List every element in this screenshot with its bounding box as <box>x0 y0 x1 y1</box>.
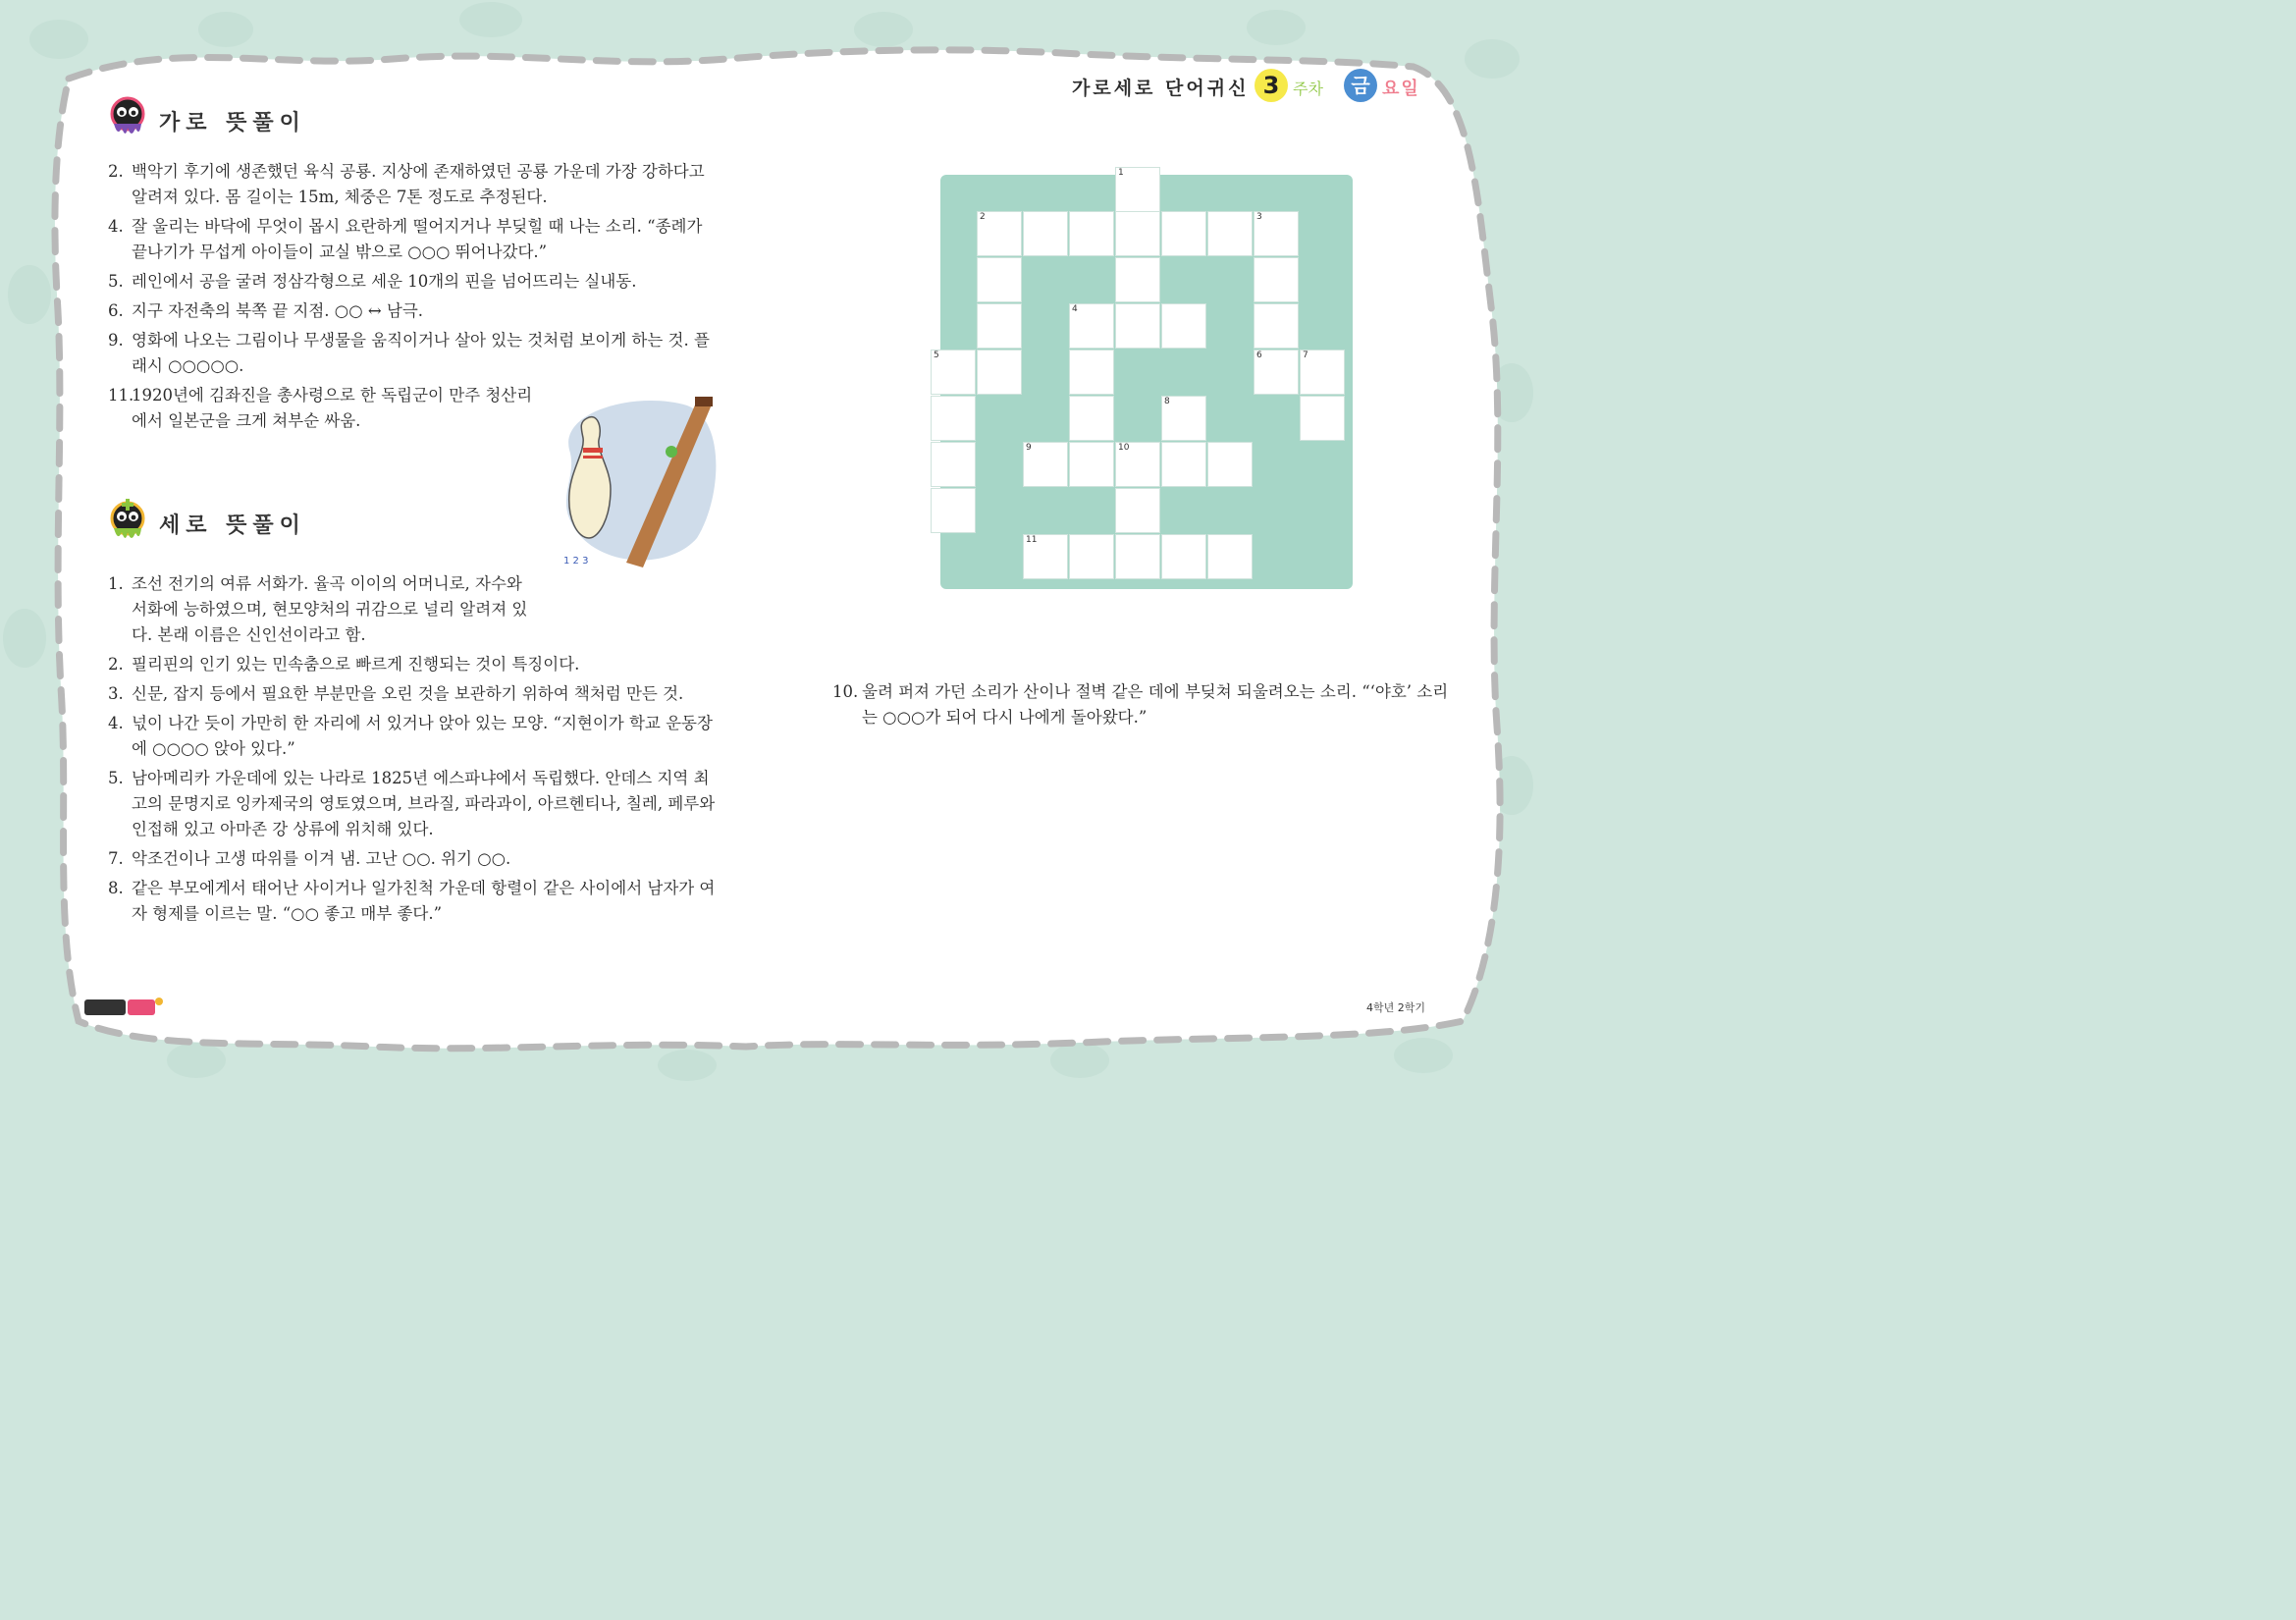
crossword-cell[interactable]: 5 <box>931 350 976 395</box>
crossword-cell[interactable] <box>1023 211 1068 256</box>
day-label: 요일 <box>1382 79 1420 99</box>
crossword-cell[interactable] <box>1207 534 1253 579</box>
crossword-cell[interactable]: 6 <box>1254 350 1299 395</box>
page-grade-label: 4학년 2학기 <box>1366 1001 1425 1014</box>
crossword-cell[interactable] <box>931 488 976 533</box>
crossword-cell[interactable] <box>1161 303 1206 349</box>
down-clue: 1. 조선 전기의 여류 서화가. 율곡 이이의 어머니로, 자수와 서화에 능하였으며, 현모양처의 귀감으로 널리 알려져 있다. 본래 이름은 신인선이라고 함. <box>108 574 528 644</box>
header-title: 가로세로 단어귀신 <box>1072 78 1250 99</box>
crossword-cell[interactable]: 9 <box>1023 442 1068 487</box>
day-badge: 금 <box>1344 69 1377 102</box>
across-clue: 11. 1920년에 김좌진을 총사령으로 한 독립군이 만주 청산리에서 일본군을 크게 쳐부순 싸움. <box>108 386 533 430</box>
across-clue: 2. 백악기 후기에 생존했던 육식 공룡. 지상에 존재하였던 공룡 가운데 가장 강하다고 알려져 있다. 몸 길이는 15m, 체중은 7톤 정도로 추정된다. <box>108 162 705 206</box>
svg-text:1 2 3: 1 2 3 <box>563 556 589 567</box>
crossword-cell[interactable] <box>1254 257 1299 302</box>
crossword-cell[interactable]: 1 <box>1115 167 1160 212</box>
crossword-cell[interactable] <box>1069 442 1114 487</box>
down-clue-list <box>108 571 717 931</box>
crossword-cell[interactable] <box>1161 534 1206 579</box>
crossword-cell[interactable] <box>1161 211 1206 256</box>
crossword-cell[interactable] <box>1300 396 1345 441</box>
crossword-cell[interactable]: 10 <box>1115 442 1160 487</box>
crossword-cell[interactable] <box>1069 396 1114 441</box>
crossword-cell[interactable] <box>1115 488 1160 533</box>
header-tag <box>1072 65 1445 108</box>
crossword-cell[interactable] <box>1207 211 1253 256</box>
crossword-cell[interactable] <box>1207 442 1253 487</box>
crossword-cell[interactable] <box>977 350 1022 395</box>
week-label: 주차 <box>1293 80 1323 98</box>
crossword-cell[interactable] <box>1115 303 1160 349</box>
crossword-cell[interactable] <box>1254 303 1299 349</box>
ghost-mascot-icon <box>104 94 151 141</box>
crossword-cell[interactable]: 8 <box>1161 396 1206 441</box>
crossword-cell[interactable] <box>931 442 976 487</box>
week-number-badge: 3 <box>1255 69 1288 102</box>
crossword-cell[interactable]: 3 <box>1254 211 1299 256</box>
crossword-cell[interactable]: 4 <box>1069 303 1114 349</box>
across-clue-10 <box>832 679 1451 734</box>
crossword-cell[interactable]: 2 <box>977 211 1022 256</box>
crossword-cell[interactable]: 7 <box>1300 350 1345 395</box>
crossword-cell[interactable] <box>977 303 1022 349</box>
down-clue: 7. 악조건이나 고생 따위를 이겨 냄. 고난 ○○. 위기 ○○. <box>108 849 511 868</box>
across-clue: 9. 영화에 나오는 그림이나 무생물을 움직이거나 살아 있는 것처럼 보이게 하는 것. 플래시 ○○○○○. <box>108 331 710 375</box>
across-clue: 4. 잘 울리는 바닥에 무엇이 몹시 요란하게 떨어지거나 부딪힐 때 나는 소리. “종례가 끝나기가 무섭게 아이들이 교실 밖으로 ○○○ 뛰어나갔다.” <box>108 217 703 261</box>
down-clue: 8. 같은 부모에게서 태어난 사이거나 일가친척 가운데 항렬이 같은 사이에서 남자가 여자 형제를 이르는 말. “○○ 좋고 매부 좋다.” <box>108 879 716 923</box>
ghost-mascot-icon <box>104 497 151 544</box>
crossword-cell[interactable] <box>1115 257 1160 302</box>
down-clue: 5. 남아메리카 가운데에 있는 나라로 1825년 에스파냐에서 독립했다. 안데스 지역 최고의 문명지로 잉카제국의 영토였으며, 브라질, 파라과이, 아르헨티나, 칠레, 페루와 인접해 있고 아마존 강 상류에 위치해 있다. <box>108 769 716 838</box>
across-clue: 10. 울려 퍼져 가던 소리가 산이나 절벽 같은 데에 부딪쳐 되울려오는 소리. “‘야호’ 소리는 ○○○가 되어 다시 나에게 돌아왔다.” <box>832 682 1449 727</box>
down-clue: 2. 필리핀의 인기 있는 민속춤으로 빠르게 진행되는 것이 특징이다. <box>108 655 580 674</box>
crossword-cell[interactable] <box>1069 350 1114 395</box>
down-heading <box>104 497 359 540</box>
across-clue: 6. 지구 자전축의 북쪽 끝 지점. ○○ ↔ 남극. <box>108 301 424 320</box>
crossword-grid <box>934 168 1353 589</box>
bowling-pin-illustration <box>550 391 726 572</box>
crossword-cell[interactable] <box>1115 211 1160 256</box>
crossword-cell[interactable] <box>931 396 976 441</box>
crossword-cell[interactable] <box>1069 211 1114 256</box>
across-clue: 5. 레인에서 공을 굴려 정삼각형으로 세운 10개의 핀을 넘어뜨리는 실내동. <box>108 272 637 291</box>
crossword-cell[interactable] <box>1069 534 1114 579</box>
crossword-cell[interactable] <box>1115 534 1160 579</box>
crossword-cell[interactable] <box>977 257 1022 302</box>
down-heading-label: 세로 뜻풀이 <box>159 513 306 538</box>
crossword-cell[interactable]: 11 <box>1023 534 1068 579</box>
down-clue: 4. 넋이 나간 듯이 가만히 한 자리에 서 있거나 앉아 있는 모양. “지현이가 학교 운동장에 ○○○○ 앉아 있다.” <box>108 714 713 758</box>
crossword-cell[interactable] <box>1161 442 1206 487</box>
down-clue: 3. 신문, 잡지 등에서 필요한 부분만을 오린 것을 보관하기 위하여 책처럼 만든 것. <box>108 684 684 703</box>
schoolzone-logo-mark <box>84 996 173 1025</box>
schoolzone-logo <box>84 996 173 1025</box>
across-heading <box>104 94 359 137</box>
across-heading-label: 가로 뜻풀이 <box>159 111 306 135</box>
